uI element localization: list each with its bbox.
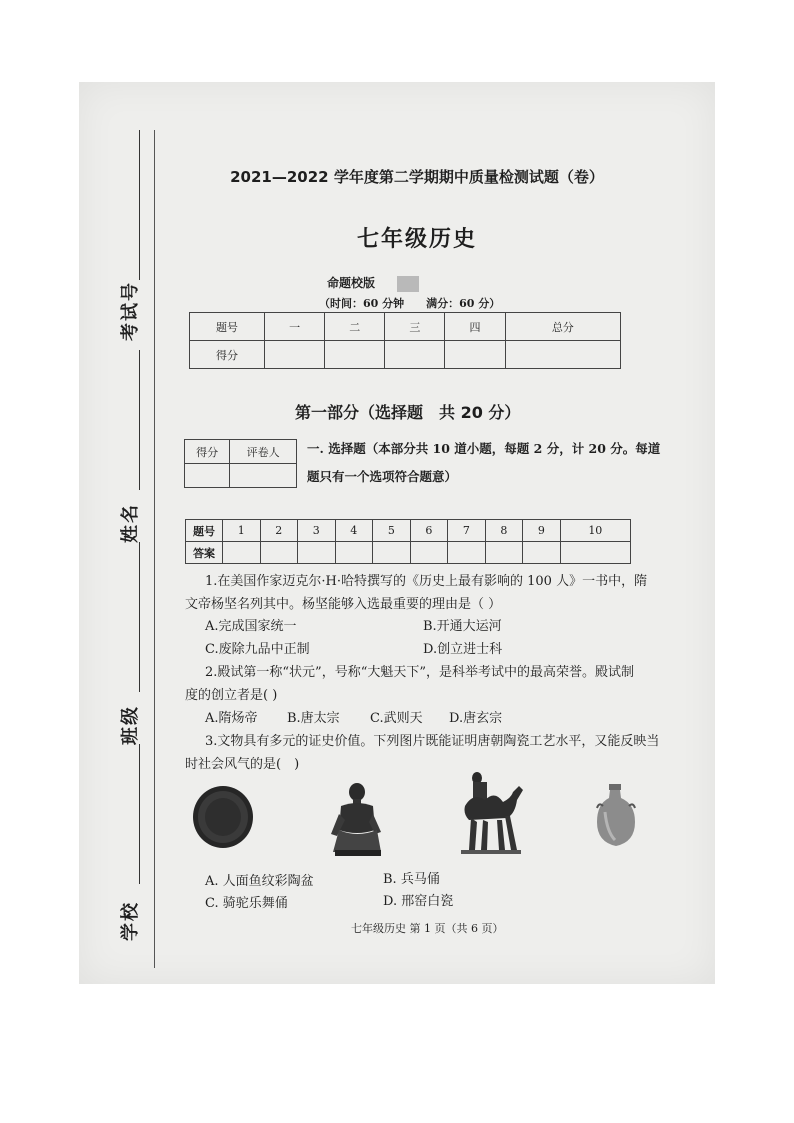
name-label: 姓名 [120,503,141,543]
score-table [189,312,621,369]
exam-no-label: 考试号 [120,281,141,341]
question-3-option-c[interactable]: C. 骑驼乐舞俑 [205,896,288,911]
grader-name-cell[interactable] [230,464,297,488]
answer-number: 10 [560,520,630,542]
edition-line [327,274,419,292]
binding-fold-line [154,130,155,968]
page-footer: 七年级历史 第 1 页（共 6 页） [351,922,504,935]
answer-number: 4 [335,520,373,542]
answer-number: 2 [260,520,298,542]
subject-title: 七年级历史 [356,227,477,252]
question-2-option-d[interactable]: D.唐玄宗 [449,711,503,726]
edition-text: 命题校版 [327,276,376,290]
name-underline [139,350,140,490]
question-1-option-c[interactable]: C.废除九品中正制 [205,642,310,657]
school-underline [139,744,140,884]
question-1-line-1: 1.在美国作家迈克尔·H·哈特撰写的《历史上最有影响的 100 人》一书中，隋 [205,574,648,589]
instruction-line-1: 一. 选择题（本部分共 10 道小题，每题 2 分，计 20 分。每道 [307,441,661,456]
score-row-label: 得分 [190,341,265,369]
exam-no-underline [139,130,140,280]
instruction-line-2: 题只有一个选项符合题意） [307,469,458,484]
answer-number: 3 [298,520,336,542]
answer-number: 1 [223,520,261,542]
question-2-option-a[interactable]: A.隋炀帝 [205,711,258,726]
answer-cell[interactable] [410,542,448,564]
question-3-option-b[interactable]: B. 兵马俑 [383,872,440,887]
answer-header-label: 题号 [186,520,223,542]
score-cell[interactable] [385,341,445,369]
score-col-1: 一 [265,313,325,341]
answer-cell[interactable] [335,542,373,564]
question-2-option-c[interactable]: C.武则天 [370,711,423,726]
class-underline [139,542,140,692]
answer-number: 8 [485,520,523,542]
score-col-2: 二 [325,313,385,341]
score-col-4: 四 [445,313,505,341]
question-2-line-1: 2.殿试第一称“状元”，号称“大魁天下”，是科举考试中的最高荣誉。殿试制 [205,665,634,680]
question-1-option-d[interactable]: D.创立进士科 [423,642,503,657]
answer-cell[interactable] [260,542,298,564]
grader-box [184,439,297,488]
answer-number: 9 [523,520,561,542]
part1-heading: 第一部分（选择题 共 20 分） [295,403,521,422]
question-2-line-2: 度的创立者是( ) [185,688,278,703]
white-porcelain-vase-image [593,782,639,848]
answer-cell[interactable] [485,542,523,564]
score-cell[interactable] [445,341,505,369]
question-1-line-2: 文帝杨坚名列其中。杨坚能够入选最重要的理由是（ ） [185,597,502,612]
answer-cell[interactable] [448,542,486,564]
score-col-3: 三 [385,313,445,341]
grader-score-cell[interactable] [185,464,230,488]
time-score: （时间：60 分钟 满分：60 分） [319,297,501,310]
score-col-label: 题号 [190,313,265,341]
grader-score-label: 得分 [185,440,230,464]
answer-cell[interactable] [560,542,630,564]
terracotta-warrior-image [327,782,387,858]
question-3-option-d[interactable]: D. 邢窑白瓷 [383,894,454,909]
exam-title: 2021—2022 学年度第二学期期中质量检测试题（卷） [230,168,604,186]
score-cell[interactable] [265,341,325,369]
answer-cell[interactable] [223,542,261,564]
answer-number: 6 [410,520,448,542]
painted-basin-image [191,784,255,850]
question-3-option-a[interactable]: A. 人面鱼纹彩陶盆 [205,874,314,889]
answer-row-label: 答案 [186,542,223,564]
answer-cell[interactable] [523,542,561,564]
camel-figurine-image [455,770,525,856]
question-2-option-b[interactable]: B.唐太宗 [287,711,340,726]
exam-paper [79,82,715,984]
question-3-line-2: 时社会风气的是( ) [185,757,300,772]
score-col-total: 总分 [505,313,620,341]
answer-cell[interactable] [298,542,336,564]
answer-number: 5 [373,520,411,542]
grader-name-label: 评卷人 [230,440,297,464]
question-1-option-a[interactable]: A.完成国家统一 [205,619,297,634]
question-1-option-b[interactable]: B.开通大运河 [423,619,502,634]
answer-number: 7 [448,520,486,542]
score-cell[interactable] [325,341,385,369]
redacted-block [397,276,419,292]
answer-cell[interactable] [373,542,411,564]
class-label: 班级 [120,705,141,745]
score-cell[interactable] [505,341,620,369]
school-label: 学校 [120,901,141,941]
question-3-line-1: 3.文物具有多元的证史价值。下列图片既能证明唐朝陶瓷工艺水平，又能反映当 [205,734,660,749]
answer-table [185,519,631,564]
